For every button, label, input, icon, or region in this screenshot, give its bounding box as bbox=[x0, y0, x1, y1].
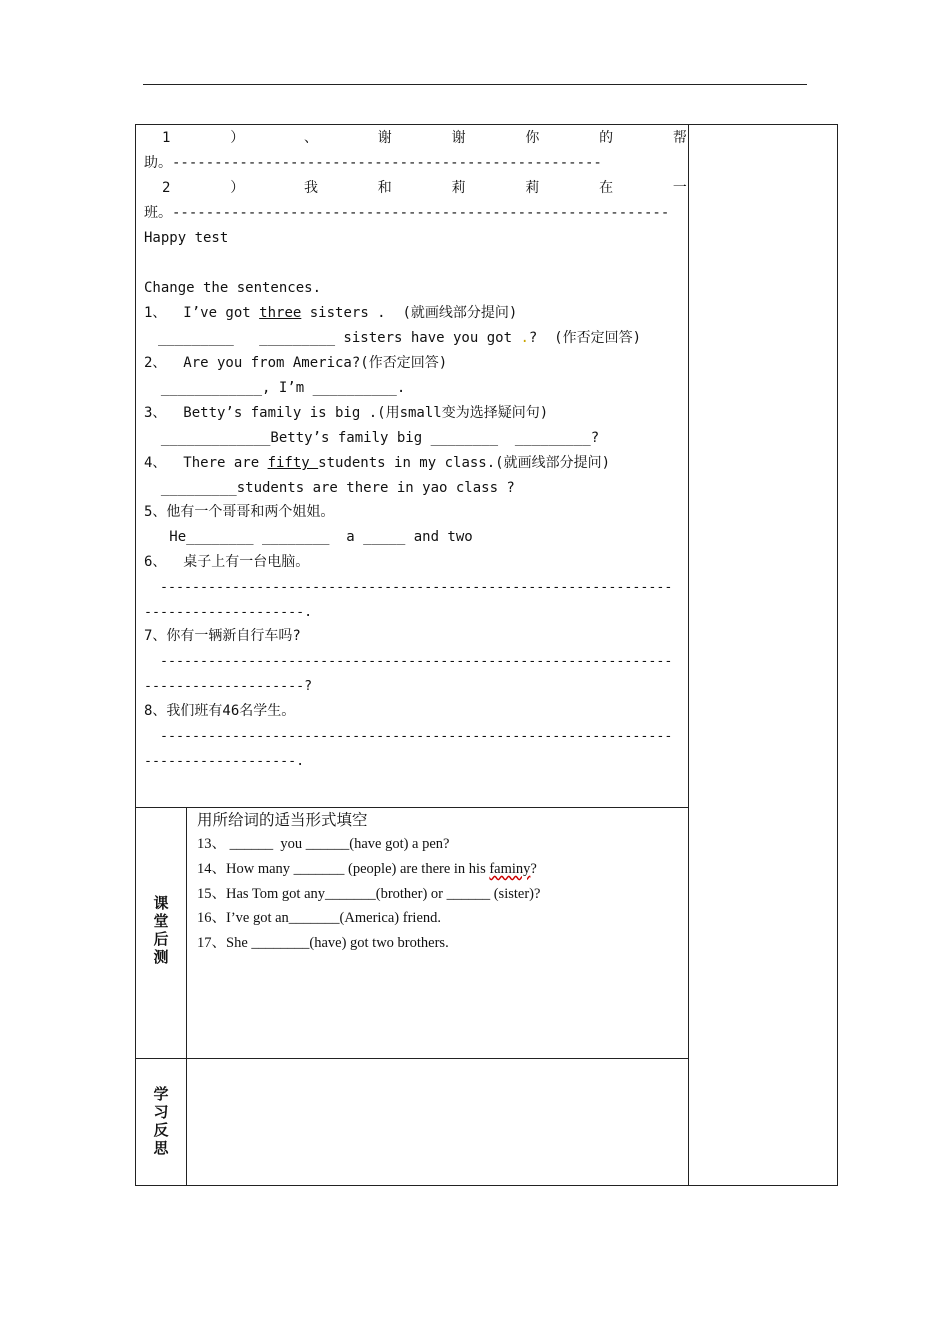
l2-w7: 一 bbox=[672, 180, 687, 196]
question-5: 5、他有一个哥哥和两个姐姐。 bbox=[144, 504, 335, 520]
i14-post: ? bbox=[530, 861, 537, 877]
l2-w1: ） bbox=[230, 180, 245, 196]
question-2: 2、 Are you from America?(作否定回答) bbox=[144, 355, 448, 371]
question-4-answer: _________students are there in yao class ? bbox=[144, 480, 515, 496]
l2-w2: 我 bbox=[304, 180, 318, 196]
question-3-answer: _____________Betty’s family big ________ _________? bbox=[144, 430, 600, 446]
question-8: 8、我们班有46名学生。 bbox=[144, 703, 296, 719]
reflect-content-cell bbox=[186, 1058, 689, 1186]
question-8-dashes: ---------------------------------------------------------------- bbox=[144, 729, 673, 744]
l1-w3: 谢 bbox=[377, 130, 392, 146]
test-item-15: 15、Has Tom got any_______(brother) or ______ (sister)? bbox=[197, 886, 541, 902]
l1-w4: 谢 bbox=[451, 130, 466, 146]
q1-post: sisters . (就画线部分提问) bbox=[301, 305, 518, 321]
question-7-dashes: ---------------------------------------------------------------- bbox=[144, 654, 673, 669]
test-label-c1: 堂 bbox=[153, 912, 169, 930]
l2-w3: 和 bbox=[377, 180, 392, 196]
reflect-label-c1: 习 bbox=[153, 1103, 169, 1121]
i14-pre: 14、How many _______ (people) are there in his bbox=[197, 861, 490, 877]
line-2-spread bbox=[162, 176, 687, 201]
test-content-cell bbox=[186, 807, 689, 1059]
reflect-label bbox=[136, 1085, 186, 1157]
test-title: 用所给词的适当形式填空 bbox=[197, 812, 368, 829]
question-7: 7、你有一辆新自行车吗? bbox=[144, 628, 301, 644]
question-6-dashes: ---------------------------------------------------------------- bbox=[144, 580, 673, 595]
l1-w5: 你 bbox=[525, 130, 540, 146]
question-3: 3、 Betty’s family is big .(用small变为选择疑问句) bbox=[144, 405, 549, 421]
q1-ans-a: _________ _________ sisters have you got bbox=[158, 330, 521, 346]
reflect-label-c3: 思 bbox=[153, 1139, 169, 1157]
q1-underlined: three bbox=[259, 305, 302, 321]
question-4 bbox=[144, 451, 610, 476]
change-sentences-heading: Change the sentences. bbox=[144, 280, 322, 296]
line-1-spread bbox=[162, 126, 687, 151]
i14-misspelled: faminy bbox=[489, 861, 531, 877]
l2-w5: 莉 bbox=[525, 180, 540, 196]
line-2-cont: 班。----------------------------------------------------------- bbox=[144, 205, 670, 221]
test-label-c3: 测 bbox=[153, 948, 169, 966]
q1-pre: 1、 I’ve got bbox=[144, 305, 260, 321]
l1-w1: ） bbox=[230, 130, 245, 146]
right-column-cell bbox=[688, 124, 838, 1186]
test-item-14 bbox=[197, 857, 537, 882]
line-1-cont: 助。--------------------------------------------------- bbox=[144, 155, 602, 171]
question-8-end: -------------------. bbox=[144, 754, 305, 769]
reflect-label-c2: 反 bbox=[153, 1121, 169, 1139]
q4-pre: 4、 There are bbox=[144, 455, 268, 471]
l1-w7: 帮 bbox=[672, 130, 687, 146]
test-item-13: 13、 ______ you ______(have got) a pen? bbox=[197, 836, 450, 852]
test-label-cell bbox=[135, 807, 187, 1059]
question-7-end: --------------------? bbox=[144, 679, 313, 694]
l2-w6: 在 bbox=[599, 180, 614, 196]
test-item-16: 16、I’ve got an_______(America) friend. bbox=[197, 910, 442, 926]
test-label-c0: 课 bbox=[153, 894, 169, 912]
question-1 bbox=[144, 301, 517, 326]
l1-w0: 1 bbox=[162, 130, 171, 146]
q4-underlined: fifty bbox=[267, 455, 319, 471]
question-5-answer: He________ ________ a _____ and two bbox=[144, 529, 473, 545]
q1-ans-b: ? (作否定回答) bbox=[528, 330, 642, 346]
l1-w2: 、 bbox=[304, 130, 318, 146]
reflect-label-c0: 学 bbox=[153, 1085, 169, 1103]
header-rule bbox=[143, 84, 807, 85]
q4-post: students in my class.(就画线部分提问) bbox=[318, 455, 611, 471]
exercise-cell bbox=[135, 124, 689, 808]
reflect-label-cell bbox=[135, 1058, 187, 1186]
test-label-c2: 后 bbox=[153, 930, 169, 948]
l2-w4: 莉 bbox=[451, 180, 466, 196]
test-item-17: 17、She ________(have) got two brothers. bbox=[197, 935, 449, 951]
question-1-answer bbox=[158, 326, 641, 351]
q1-dot: . bbox=[520, 330, 529, 346]
question-2-answer: ____________, I’m __________. bbox=[144, 380, 406, 396]
l1-w6: 的 bbox=[599, 130, 614, 146]
question-6: 6、 桌子上有一台电脑。 bbox=[144, 554, 310, 570]
test-label bbox=[136, 894, 186, 966]
question-6-end: --------------------. bbox=[144, 605, 313, 620]
l2-w0: 2 bbox=[162, 180, 171, 196]
happy-test-heading: Happy test bbox=[144, 230, 229, 246]
